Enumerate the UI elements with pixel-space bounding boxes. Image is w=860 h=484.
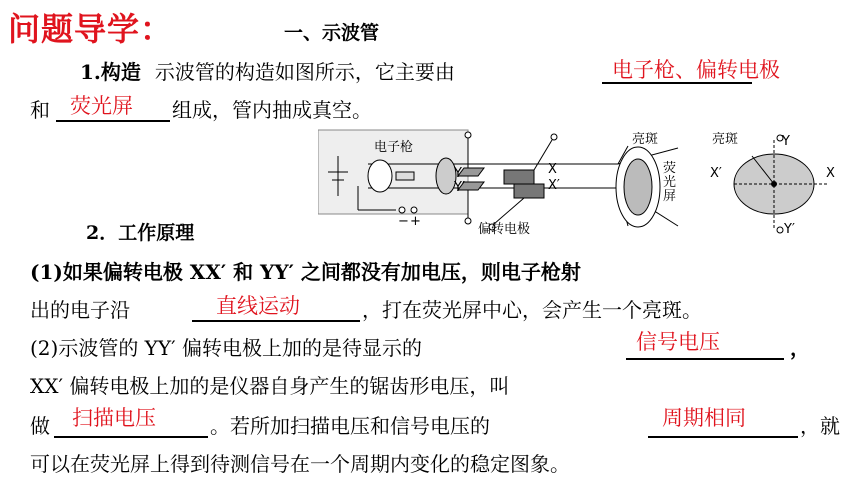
principle-p2-lead: (2)示波管的 YY′ 偏转电极上加的是待显示的 <box>30 336 422 360</box>
label-x-spot: X <box>826 166 835 181</box>
label-plus: + <box>410 214 421 229</box>
label-spot-2: 亮斑 <box>712 132 739 147</box>
label-minus: − <box>398 214 409 229</box>
construction-tail: 组成，管内抽成真空。 <box>172 98 372 122</box>
blank-3 <box>192 320 360 322</box>
principle-p1-tail: ，打在荧光屏中心，会产生一个亮斑。 <box>362 298 702 322</box>
section-heading: 一、示波管 <box>284 22 380 44</box>
principle-p2-line-b: XX′ 偏转电极上加的是仪器自身产生的锯齿形电压，叫 <box>30 374 510 398</box>
label-y-prime-spot: Y′ <box>784 222 795 237</box>
label-deflection-electrodes: 偏转电极 <box>478 222 531 237</box>
principle-p2-c-lead: 做 <box>30 414 50 438</box>
oscilloscope-diagram <box>318 126 860 250</box>
principle-p2-c-mid: 。若所加扫描电压和信号电压的 <box>210 414 490 438</box>
construction-lead: 和 <box>30 98 50 122</box>
label-fluorescent-screen: 荧光屏 <box>663 161 677 204</box>
principle-heading: 2．工作原理 <box>86 222 195 244</box>
construction-line-1 <box>80 56 455 85</box>
label-electron-gun: 电子枪 <box>374 140 414 155</box>
construction-label: 1.构造 <box>80 60 141 84</box>
principle-p2-c-tail: ，就 <box>800 414 840 438</box>
principle-p1-lead: 出的电子沿 <box>30 298 130 322</box>
answer-signal-voltage: 信号电压 <box>636 330 720 354</box>
principle-p2-comma: ， <box>790 336 810 360</box>
label-x: X <box>548 162 557 177</box>
answer-screen: 荧光屏 <box>70 94 133 118</box>
blank-5 <box>54 436 208 438</box>
principle-p2-line-d: 可以在荧光屏上得到待测信号在一个周期内变化的稳定图象。 <box>30 452 570 476</box>
construction-text: 示波管的构造如图所示，它主要由 <box>154 60 455 84</box>
answer-sweep-voltage: 扫描电压 <box>72 406 156 430</box>
page-title: 问题导学： <box>8 10 174 48</box>
label-x-prime-spot: X′ <box>710 166 722 181</box>
label-y-prime: Y′ <box>454 180 465 195</box>
answer-same-period: 周期相同 <box>662 406 746 430</box>
label-x-prime: X′ <box>548 178 560 193</box>
answer-straight-line: 直线运动 <box>216 294 300 318</box>
label-y: Y <box>454 166 462 181</box>
blank-6 <box>648 436 798 438</box>
blank-2 <box>56 120 170 122</box>
answer-gun-electrodes: 电子枪、偏转电极 <box>612 58 780 82</box>
blank-4 <box>626 358 784 360</box>
label-spot-1: 亮斑 <box>632 132 659 147</box>
principle-p1-line-a: (1)如果偏转电极 XX′ 和 YY′ 之间都没有加电压，则电子枪射 <box>30 260 581 284</box>
label-y-spot: Y <box>782 134 790 149</box>
